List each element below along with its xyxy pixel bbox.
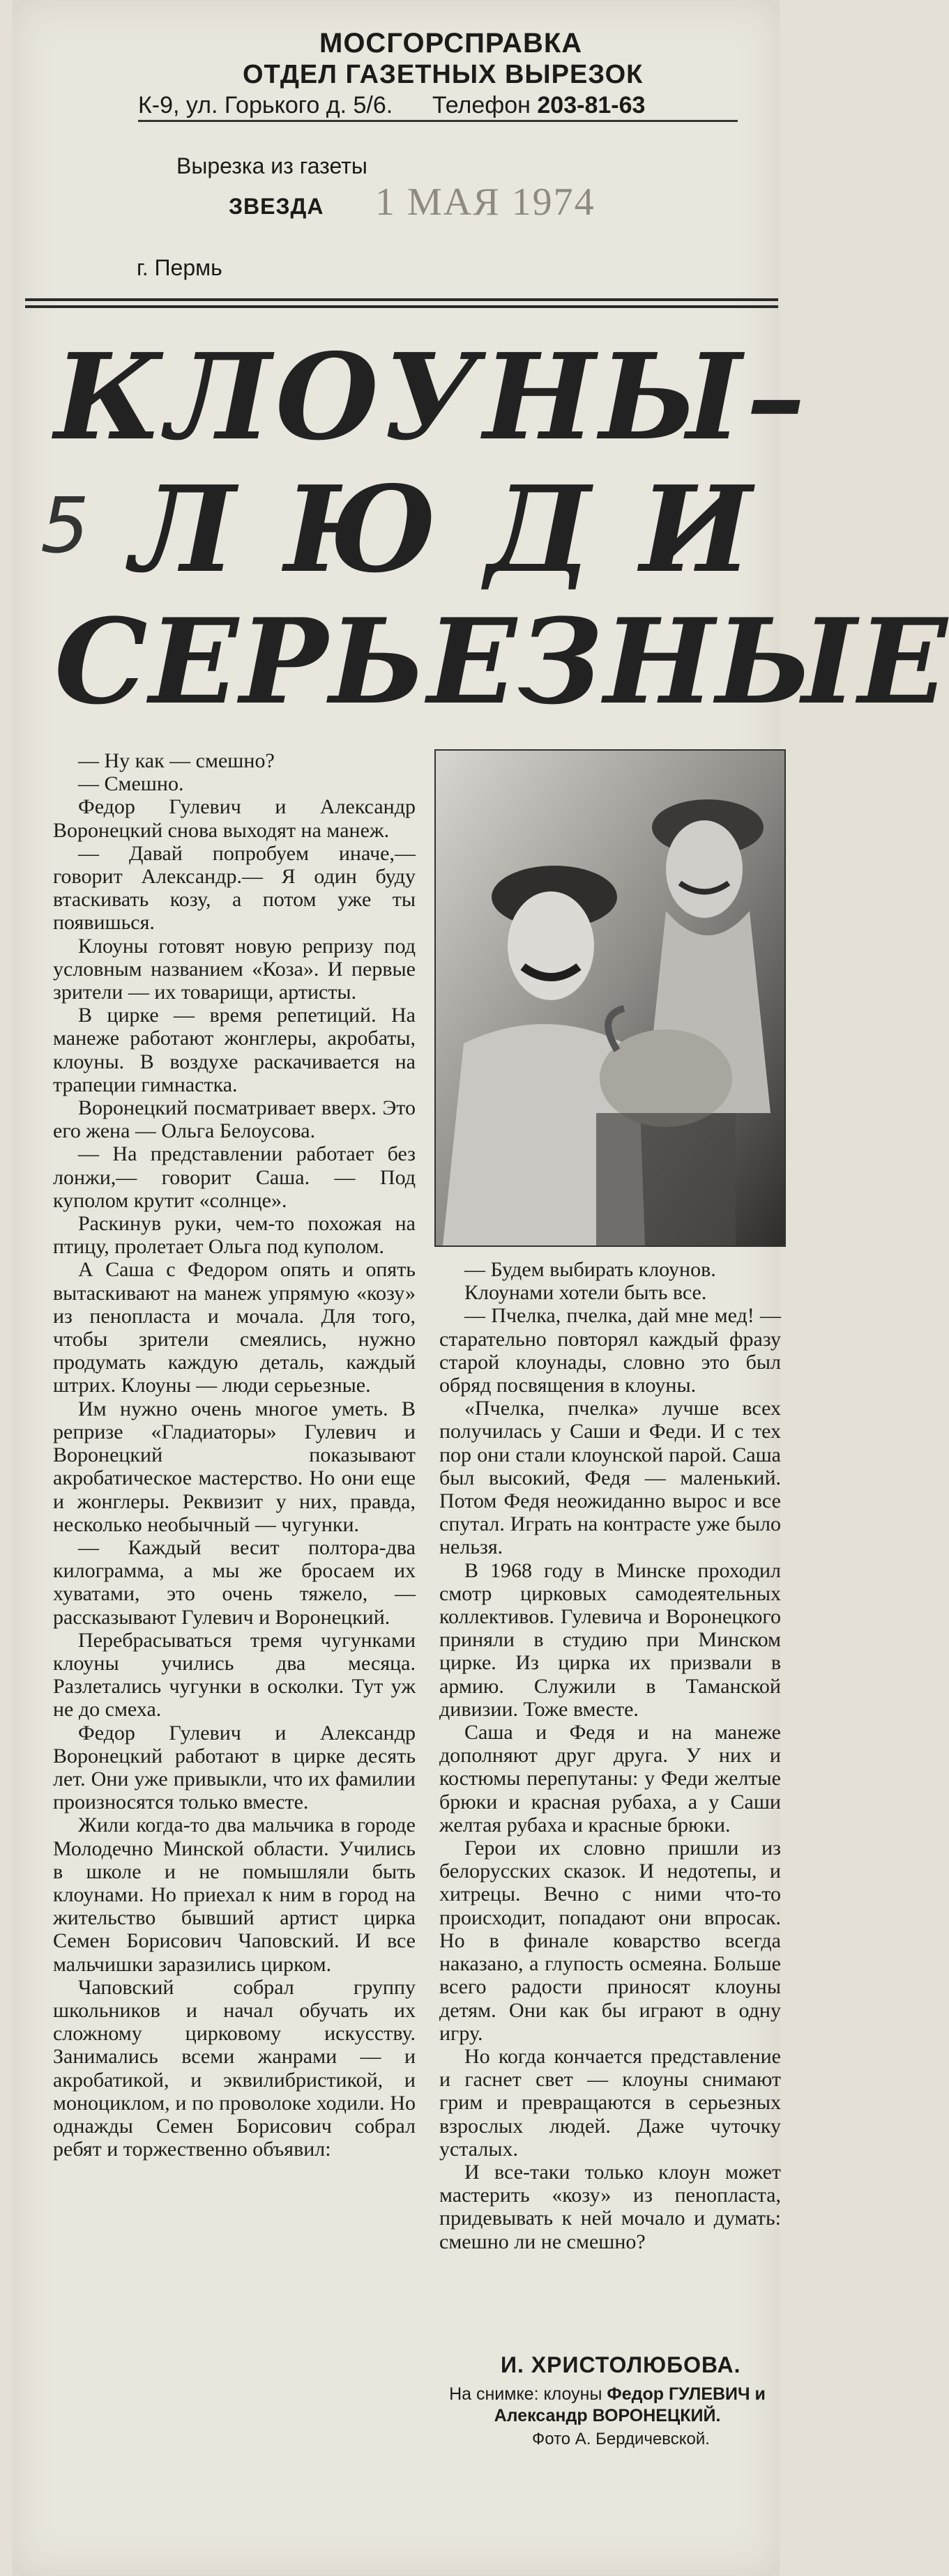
article-right-column (439, 1258, 781, 2253)
article-paragraph: Воронецкий посматривает вверх. Это его жена — Ольга Белоусова. (53, 1096, 416, 1143)
article-paragraph: Клоунами хотели быть все. (464, 1281, 707, 1305)
handwritten-mark: 5 (40, 481, 89, 570)
newspaper-name: ЗВЕЗДА (229, 194, 324, 219)
article-paragraph: — Ну как — смешно? (78, 749, 275, 772)
article-paragraph: «Пчелка, пчелка» лучше всех получилась у Саши и Феди. И с тех пор они стали клоунской парой. Саша был высокий, Федя — маленький. Потом Федя неожиданно вырос и все спутал. Играть на контрасте уже было нельзя. (439, 1397, 781, 1559)
article-paragraph: И все-таки только клоун может мастерить «козу» из пенопласта, придевывать к ней мочало и думать: смешно ли не смешно? (439, 2160, 781, 2253)
article-paragraph: Чаповский собрал группу школьников и начал обучать их сложному цирковому искусству. Занимались всеми жанрами — и акробатикой, и эквилибристикой, и моноциклом, и по проволоке ходили. Но однажды Семен Борисович собрал ребят и торжественно объявил: (53, 1975, 416, 2161)
address: К-9, ул. Горького д. 5/6. (138, 92, 393, 118)
headline-line-1: КЛОУНЫ– (54, 328, 810, 467)
article-paragraph: Жили когда-то два мальчика в городе Молодечно Минской области. Учились в школе и не помышляли быть клоунами. Но приехал к ним в город на жительство бывший артист цирка Семен Борисович Чаповский. И все мальчишки заразились цирком. (53, 1814, 416, 1976)
caption-prefix: На снимке: клоуны (449, 2384, 602, 2404)
article-paragraph: Федор Гулевич и Александр Воронецкий работают в цирке десять лет. Они уже привыкли, что их фамилии произносятся только вместе. (53, 1721, 416, 1814)
article-paragraph: — На представлении работает без лонжи,— говорит Саша. — Под куполом крутит «солнце». (53, 1142, 416, 1212)
article-paragraph: — Будем выбирать клоунов. (464, 1258, 716, 1281)
article-paragraph: — Смешно. (78, 772, 184, 796)
caption-names: Федор ГУЛЕВИЧ и Александр ВОРОНЕЦКИЙ. (494, 2384, 766, 2425)
header-rule (138, 120, 738, 122)
headline-line-2: ЛЮДИ (130, 460, 801, 599)
article-paragraph: — Давай попробуем иначе,— говорит Александр.— Я один буду втаскивать козу, а потом уже ты появишься. (53, 841, 416, 935)
double-rule-top (25, 298, 778, 301)
article-paragraph: Герои их словно пришли из белорусских сказок. И недотепы, и хитрецы. Вечно с ними что-то происходит, попадают они впросак. Но в финале коварство всегда наказано, а глупость осмеяна. Больше всего радости приносят клоуны детям. Они как бы играют в одну игру. (439, 1837, 781, 2045)
article-paragraph: — Пчелка, пчелка, дай мне мед! — старательно повторял каждый фразу старой клоунады, словно это был обряд посвящения в клоуны. (439, 1304, 781, 1397)
newspaper-clipping (13, 0, 949, 2576)
clip-label: Вырезка из газеты (176, 153, 367, 178)
photo-illustration (436, 751, 784, 1245)
address-line (138, 92, 645, 119)
phone-label: Телефон (432, 92, 531, 118)
article-left-column (53, 749, 416, 2161)
agency-name: МОСГОРСПРАВКА (319, 28, 583, 59)
article-paragraph: Клоуны готовят новую репризу под условным названием «Коза». И первые зрители — их товарищи, артисты. (53, 934, 416, 1004)
author-signature: И. ХРИСТОЛЮБОВА. (501, 2352, 741, 2377)
double-rule-bottom (25, 305, 778, 308)
article-paragraph: Раскинув руки, чем-то похожая на птицу, пролетает Ольга под куполом. (53, 1212, 416, 1259)
department-name: ОТДЕЛ ГАЗЕТНЫХ ВЫРЕЗОК (243, 60, 644, 89)
photo-caption (436, 2384, 778, 2427)
date-stamp: 1 МАЯ 1974 (375, 181, 595, 224)
headline-line-3: СЕРЬЕЗНЫЕ (54, 592, 949, 730)
city-label: г. Пермь (137, 255, 222, 280)
article-paragraph: В цирке — время репетиций. На манеже работают жонглеры, акробаты, клоуны. В воздухе раскачивается на трапеции гимнастка. (53, 1004, 416, 1096)
phone-number: 203-81-63 (537, 92, 646, 118)
clowns-photo (434, 749, 786, 1247)
article-paragraph: — Каждый весит полтора-два килограмма, а мы же бросаем их хуватами, это очень тяжело, — рассказывают Гулевич и Воронецкий. (53, 1535, 416, 1629)
article-paragraph: Им нужно очень многое уметь. В репризе «Гладиаторы» Гулевич и Воронецкий показывают акробатическое мастерство. Но они еще и жонглеры. Реквизит у них, правда, несколько необычный — чугунки. (53, 1397, 416, 1536)
article-paragraph: Но когда кончается представление и гаснет свет — клоуны снимают грим и превращаются в серьезных взрослых людей. Даже чуточку усталых. (439, 2044, 781, 2161)
article-paragraph: А Саша с Федором опять и опять вытаскивают на манеж упрямую «козу» из пенопласта и мочала. Для того, чтобы зрители смеялись, нужно продумать каждую деталь, каждый штрих. Клоуны — люди серьезные. (53, 1258, 416, 1397)
article-paragraph: В 1968 году в Минске проходил смотр цирковых самодеятельных коллективов. Гулевича и Воронецкого приняли в студию при Минском цирке. Из цирка их призвали в армию. Служили в Таманской дивизии. Тоже вместе. (439, 1558, 781, 1721)
article-paragraph: Федор Гулевич и Александр Воронецкий снова выходят на манеж. (53, 795, 416, 842)
photo-credit: Фото А. Бердичевской. (532, 2430, 710, 2448)
article-paragraph: Саша и Федя и на манеже дополняют друг друга. У них и костюмы перепутаны: у Феди желтые брюки и красная рубаха, а у Саши желтая рубаха и красные брюки. (439, 1721, 781, 1837)
article-paragraph: Перебрасываться тремя чугунками клоуны учились два месяца. Разлетались чугунки в осколки. Тут уж не до смеха. (53, 1628, 416, 1722)
